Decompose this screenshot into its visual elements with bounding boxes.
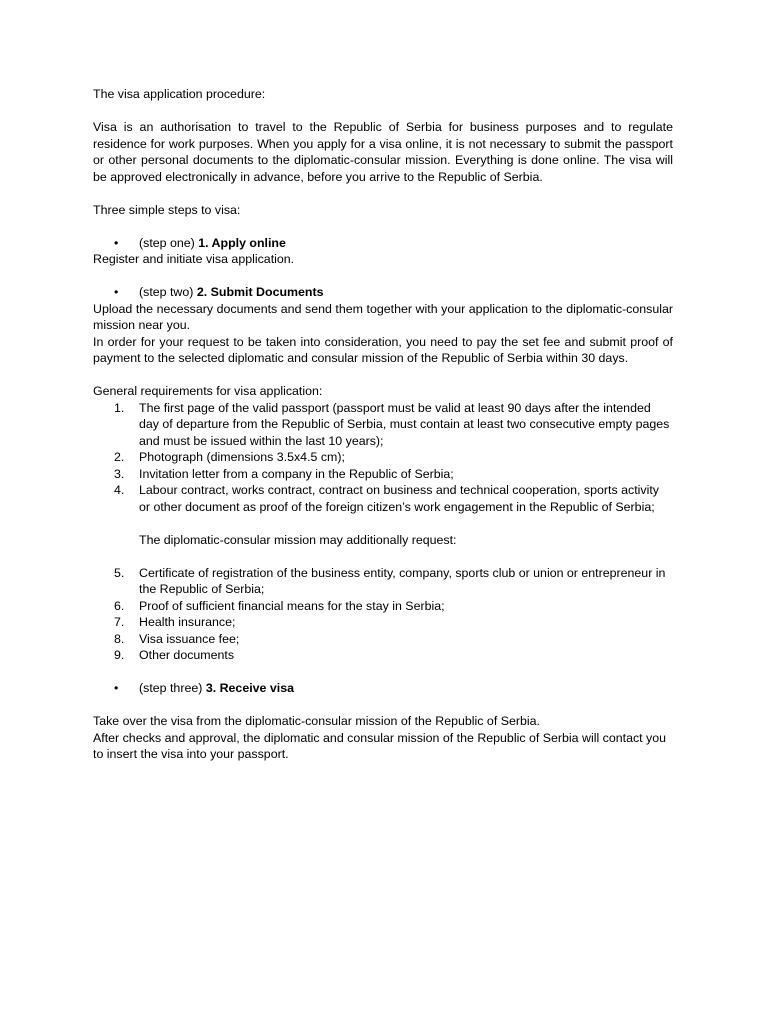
list-number: 6. xyxy=(114,598,125,613)
step-one-body: Register and initiate visa application. xyxy=(93,252,295,266)
list-number: 8. xyxy=(114,631,125,646)
spacer xyxy=(93,218,673,235)
step-one-prefix: (step one) xyxy=(139,235,199,250)
list-item-text: The first page of the valid passport (passport must be valid at least 90 days after the intended day of departure from the Republic of Serbia, must contain at least two consecutive empty pages and must be issued within the last 10 years); xyxy=(139,400,670,448)
step-two-bullet xyxy=(93,284,673,301)
list-item-text: Invitation letter from a company in the Republic of Serbia; xyxy=(139,466,454,481)
additional-list xyxy=(93,565,673,664)
list-number: 7. xyxy=(114,615,125,629)
bullet-icon: • xyxy=(114,235,119,250)
list-item xyxy=(93,400,673,450)
spacer xyxy=(93,268,673,285)
bullet-icon: • xyxy=(114,285,119,299)
list-number: 5. xyxy=(114,565,125,580)
list-number: 3. xyxy=(114,466,125,481)
list-number: 1. xyxy=(114,400,125,415)
list-item xyxy=(93,598,673,615)
step-three-prefix: (step three) xyxy=(139,681,206,695)
list-number: 4. xyxy=(114,483,125,497)
step-two-prefix: (step two) xyxy=(139,285,197,299)
document-title: The visa application procedure: xyxy=(93,87,266,101)
list-item-text: Visa issuance fee; xyxy=(139,631,240,646)
spacer xyxy=(93,548,673,565)
list-item xyxy=(93,466,673,483)
list-item-text: Proof of sufficient financial means for the stay in Serbia; xyxy=(139,598,445,613)
list-item-text: Photograph (dimensions 3.5x4.5 cm); xyxy=(139,450,345,464)
closing-paragraph-1: Take over the visa from the diplomatic-consular mission of the Republic of Serbia. xyxy=(93,714,540,728)
step-three-title: 3. Receive visa xyxy=(205,681,294,695)
step-one-title: 1. Apply online xyxy=(198,235,286,250)
list-number: 9. xyxy=(114,648,125,662)
step-one-bullet xyxy=(93,235,673,252)
list-item xyxy=(93,482,673,515)
list-item xyxy=(93,565,673,598)
additional-heading: The diplomatic-consular mission may additionally request: xyxy=(139,532,457,547)
list-item xyxy=(93,449,673,466)
step-two-body-1: Upload the necessary documents and send them together with your application to the diplomatic-consular mission near you. xyxy=(93,301,673,332)
step-two-title: 2. Submit Documents xyxy=(196,285,324,299)
spacer xyxy=(93,103,673,120)
requirements-heading: General requirements for visa application: xyxy=(93,384,323,398)
requirements-list xyxy=(93,400,673,516)
closing-paragraph-2: After checks and approval, the diplomatic and consular mission of the Republic of Serbia will contact you to insert the visa into your passport. xyxy=(93,730,667,761)
list-item-text: Labour contract, works contract, contract on business and technical cooperation, sports activity or other document as proof of the foreign citizen’s work engagement in the Republic of Serbia; xyxy=(139,483,659,514)
list-item-text: Other documents xyxy=(139,648,235,662)
spacer xyxy=(93,515,673,532)
spacer xyxy=(93,367,673,384)
list-item xyxy=(93,614,673,631)
steps-heading: Three simple steps to visa: xyxy=(93,202,241,217)
intro-paragraph: Visa is an authorisation to travel to the Republic of Serbia for business purposes and to regulate residence for work purposes. When you apply for a visa online, it is not necessary to submit the passport or other personal documents to the diplomatic-consular mission. Everything is done online. The visa will be approved electronically in advance, before you arrive to the Republic of Serbia. xyxy=(93,120,673,184)
spacer xyxy=(93,664,673,681)
list-item xyxy=(93,647,673,664)
document-page xyxy=(93,86,673,763)
list-number: 2. xyxy=(114,450,125,464)
list-item-text: Certificate of registration of the business entity, company, sports club or union or entrepreneur in the Republic of Serbia; xyxy=(139,565,666,596)
spacer xyxy=(93,697,673,714)
step-two-body-2: In order for your request to be taken into consideration, you need to pay the set fee and submit proof of payment to the selected diplomatic and consular mission of the Republic of Serbia within 30 days. xyxy=(93,334,673,365)
spacer xyxy=(93,185,673,202)
step-three-bullet xyxy=(93,680,673,697)
list-item-text: Health insurance; xyxy=(139,615,236,629)
bullet-icon: • xyxy=(114,681,119,695)
list-item xyxy=(93,631,673,648)
